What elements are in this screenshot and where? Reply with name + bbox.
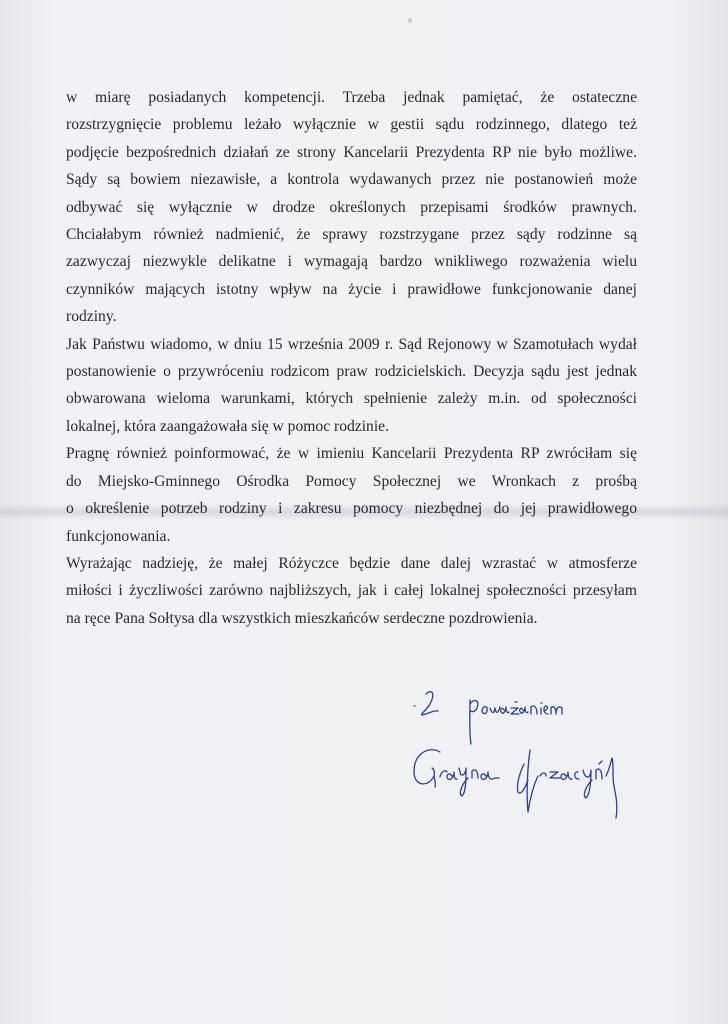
paragraph-4	[66, 550, 637, 632]
signature-closing-word	[470, 700, 562, 744]
text-line: obwarowana wieloma warunkami, których spełnienie zależy m.in. od społeczności	[66, 390, 637, 408]
text-line: rodziny.	[66, 308, 117, 326]
handwritten-signature	[400, 680, 640, 850]
paragraph-3	[66, 440, 637, 550]
text-line: Jak Państwu wiadomo, w dniu 15 września 2009 r. Sąd Rejonowy w Szamotułach wydał	[66, 335, 637, 353]
signature-first-name	[414, 750, 499, 796]
letter-body	[66, 84, 637, 632]
text-line: na ręce Pana Sołtysa dla wszystkich mieszkańców serdeczne pozdrowienia.	[66, 609, 538, 627]
text-line: podjęcie bezpośrednich działań ze strony Kancelarii Prezydenta RP nie było możliwe.	[66, 143, 637, 161]
text-line: postanowienie o przywróceniu rodzicom praw rodzicielskich. Decyzja sądu jest jednak	[66, 363, 637, 381]
text-line: czynników mających istotny wpływ na życie i prawidłowe funkcjonowanie danej	[66, 280, 637, 298]
paragraph-1	[66, 84, 637, 331]
text-line: Pragnę również poinformować, że w imieniu Kancelarii Prezydenta RP zwróciłam się	[66, 445, 637, 463]
signature-last-name	[517, 750, 616, 818]
paragraph-2	[66, 331, 637, 441]
text-line: zazwyczaj niezwykle delikatne i wymagają bardzo wnikliwego rozważenia wielu	[66, 253, 637, 271]
text-line: o określenie potrzeb rodziny i zakresu pomocy niezbędnej do jej prawidłowego	[66, 500, 637, 518]
text-line: do Miejsko-Gminnego Ośrodka Pomocy Społecznej we Wronkach z prośbą	[66, 472, 637, 490]
text-line: funkcjonowania.	[66, 527, 171, 545]
text-line: Sądy są bowiem niezawisłe, a kontrola wydawanych przez nie postanowień może	[66, 171, 637, 189]
text-line: miłości i życzliwości zarówno najbliższych, jak i całej lokalnej społeczności przesyłam	[66, 582, 637, 600]
text-line: Chciałabym również nadmienić, że sprawy rozstrzygane przez sądy rodzinne są	[66, 226, 637, 244]
signature-closing-z	[422, 692, 438, 715]
signature-drawing	[400, 680, 640, 850]
paper-mark	[408, 18, 412, 23]
text-line: w miarę posiadanych kompetencji. Trzeba jednak pamiętać, że ostateczne	[66, 89, 637, 106]
text-line: Wyrażając nadzieję, że małej Różyczce będzie dane dalej wzrastać w atmosferze	[66, 554, 637, 572]
text-line: rozstrzygnięcie problemu leżało wyłącznie w gestii sądu rodzinnego, dlatego też	[66, 116, 637, 134]
text-line: odbywać się wyłącznie w drodze określonych przepisami środków prawnych.	[66, 198, 637, 216]
text-line: lokalnej, która zaangażowała się w pomoc rodzinie.	[66, 417, 390, 435]
